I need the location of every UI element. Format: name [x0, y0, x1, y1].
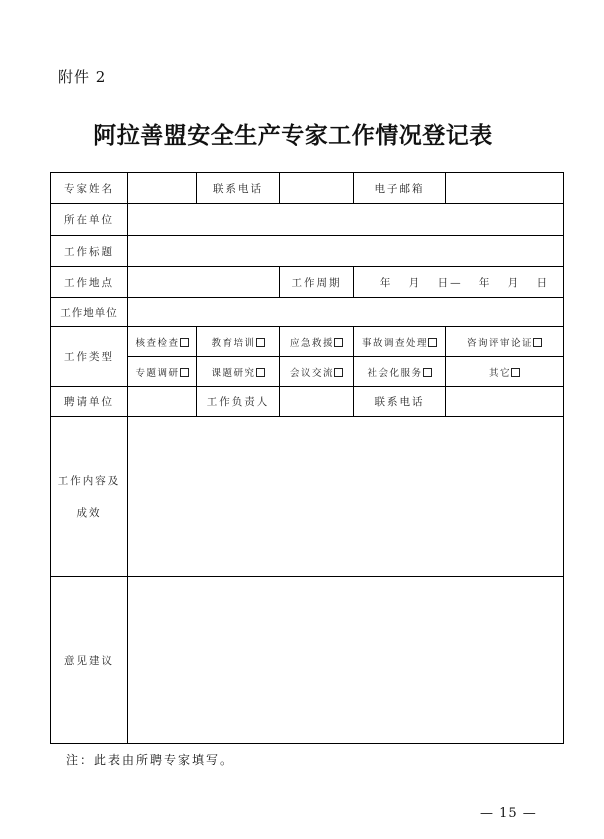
checkbox-inspection[interactable]	[180, 338, 189, 347]
work-title-label: 工作标题	[51, 236, 128, 267]
email-label: 电子邮箱	[354, 173, 446, 204]
option-label: 咨询评审论证	[466, 337, 533, 349]
checkbox-other[interactable]	[511, 368, 520, 377]
hiring-unit-field[interactable]	[128, 387, 197, 417]
checkbox-consulting-review[interactable]	[533, 338, 542, 347]
registration-form-table	[50, 172, 564, 744]
expert-name-label: 专家姓名	[51, 173, 128, 204]
checkbox-project-research[interactable]	[256, 368, 265, 377]
attachment-label: 附件 2	[58, 68, 107, 86]
option-label: 会议交流	[289, 367, 334, 379]
expert-name-field[interactable]	[128, 173, 197, 204]
row-work-content	[51, 417, 564, 577]
work-leader-field[interactable]	[280, 387, 354, 417]
hiring-contact-phone-label: 联系电话	[354, 387, 446, 417]
option-accident-investigation[interactable]	[354, 327, 446, 357]
work-period-date-template: 年 月 日— 年 月 日	[379, 276, 550, 289]
option-label: 课题研究	[211, 367, 256, 379]
unit-label: 所在单位	[51, 204, 128, 236]
row-opinions	[51, 577, 564, 744]
footnote: 注：此表由所聘专家填写。	[66, 753, 235, 767]
work-location-field[interactable]	[128, 267, 280, 298]
work-title-field[interactable]	[128, 236, 564, 267]
option-social-service[interactable]	[354, 357, 446, 387]
option-label: 社会化服务	[367, 367, 423, 379]
checkbox-conference-exchange[interactable]	[334, 368, 343, 377]
work-site-unit-label: 工作地单位	[51, 298, 128, 327]
option-label: 核查检查	[135, 337, 180, 349]
contact-phone-label: 联系电话	[197, 173, 280, 204]
option-label: 专题调研	[135, 367, 180, 379]
option-label: 教育培训	[211, 337, 256, 349]
checkbox-emergency-rescue[interactable]	[334, 338, 343, 347]
option-consulting-review[interactable]	[446, 327, 564, 357]
checkbox-accident-investigation[interactable]	[428, 338, 437, 347]
row-work-type-1	[51, 327, 564, 357]
option-inspection[interactable]	[128, 327, 197, 357]
row-work-title	[51, 236, 564, 267]
opinions-field[interactable]	[128, 577, 564, 744]
row-unit	[51, 204, 564, 236]
form-title: 阿拉善盟安全生产专家工作情况登记表	[93, 122, 493, 149]
page-number: — 15 —	[480, 806, 537, 821]
work-location-label: 工作地点	[51, 267, 128, 298]
option-label: 应急救援	[289, 337, 334, 349]
option-education-training[interactable]	[197, 327, 280, 357]
option-label: 事故调查处理	[361, 337, 428, 349]
row-work-type-2	[51, 357, 564, 387]
hiring-unit-label: 聘请单位	[51, 387, 128, 417]
row-expert-info	[51, 173, 564, 204]
work-content-label-line2: 成效	[76, 506, 102, 519]
work-content-label-line1: 工作内容及	[57, 474, 121, 487]
checkbox-education-training[interactable]	[256, 338, 265, 347]
row-hiring-unit	[51, 387, 564, 417]
option-project-research[interactable]	[197, 357, 280, 387]
option-emergency-rescue[interactable]	[280, 327, 354, 357]
checkbox-special-research[interactable]	[180, 368, 189, 377]
work-leader-label: 工作负责人	[197, 387, 280, 417]
option-other[interactable]	[446, 357, 564, 387]
option-special-research[interactable]	[128, 357, 197, 387]
row-work-location	[51, 267, 564, 298]
work-content-field[interactable]	[128, 417, 564, 577]
row-work-site-unit	[51, 298, 564, 327]
opinions-label: 意见建议	[51, 577, 128, 744]
hiring-contact-phone-field[interactable]	[446, 387, 564, 417]
checkbox-social-service[interactable]	[423, 368, 432, 377]
work-period-label: 工作周期	[280, 267, 354, 298]
work-content-label	[51, 417, 128, 577]
work-site-unit-field[interactable]	[128, 298, 564, 327]
work-type-label: 工作类型	[51, 327, 128, 387]
work-period-field[interactable]	[354, 267, 564, 298]
option-label: 其它	[488, 367, 511, 379]
contact-phone-field[interactable]	[280, 173, 354, 204]
unit-field[interactable]	[128, 204, 564, 236]
email-field[interactable]	[446, 173, 564, 204]
option-conference-exchange[interactable]	[280, 357, 354, 387]
